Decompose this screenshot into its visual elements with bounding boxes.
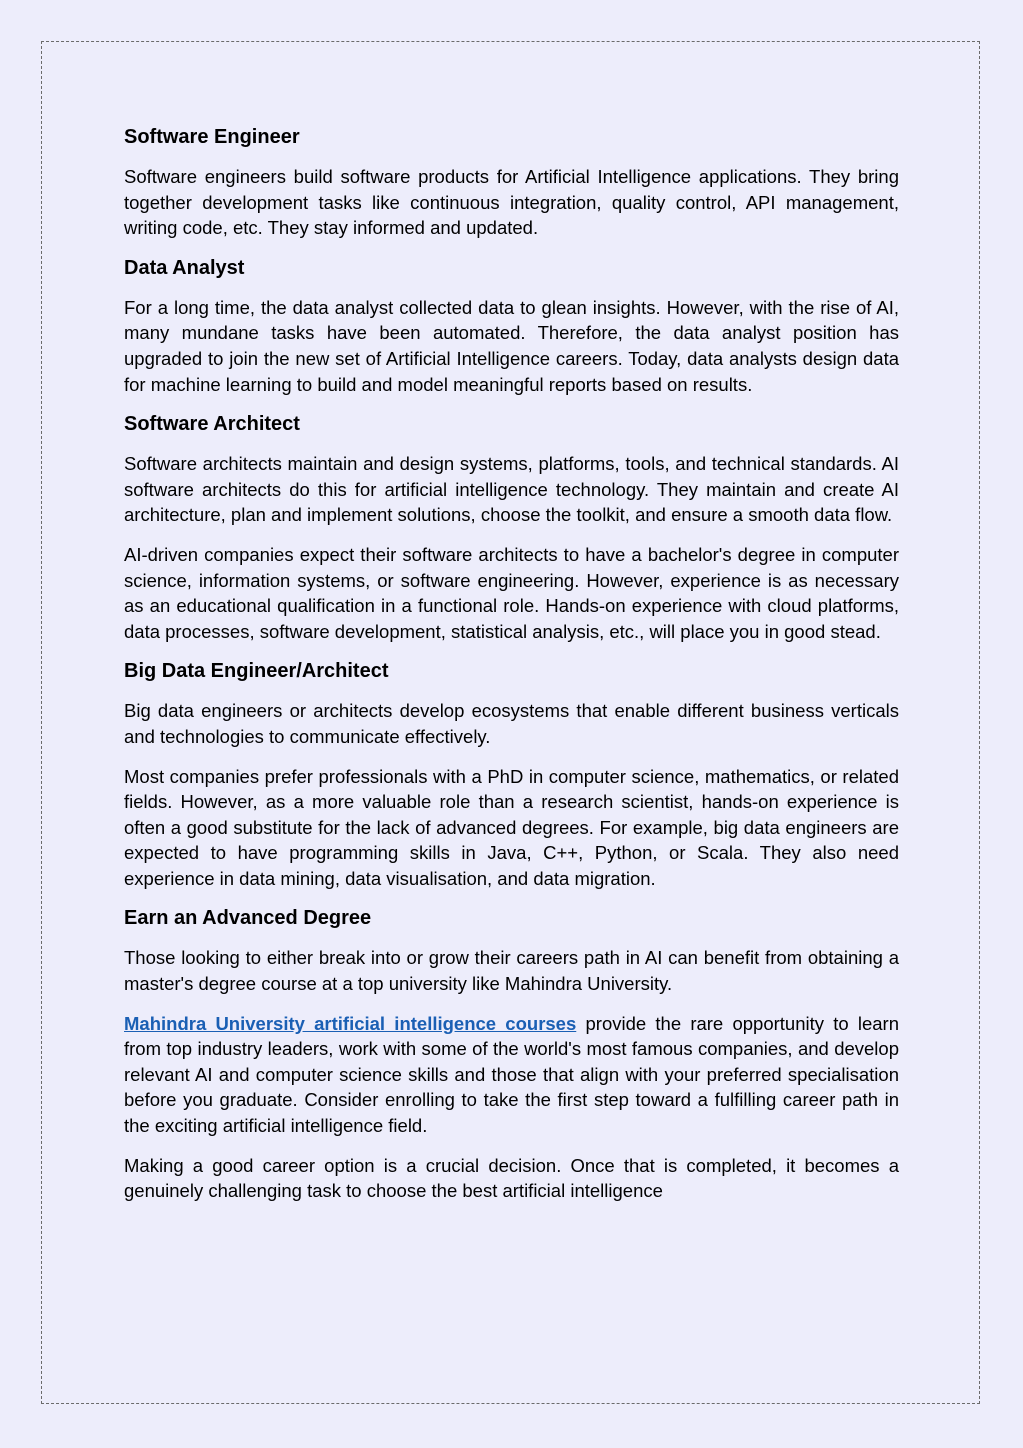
mahindra-courses-link[interactable]: Mahindra University artificial intelligence courses <box>124 1012 577 1034</box>
section-advanced-degree <box>124 905 899 1203</box>
paragraph: For a long time, the data analyst collected data to glean insights. However, with the rise of AI, many mundane tasks have been automated. Therefore, the data analyst position has upgraded to join the new set of Artificial Intelligence careers. Today, data analysts design data for machine learning to build and model meaningful reports based on results. <box>124 296 899 395</box>
section-heading: Software Architect <box>124 413 300 436</box>
paragraph: Most companies prefer professionals with a PhD in computer science, mathematics, or related fields. However, as a more valuable role than a research scientist, hands-on experience is often a good substitute for the lack of advanced degrees. For example, big data engineers are expected to have programming skills in Java, C++, Python, or Scala. They also need experience in data mining, data visualisation, and data migration. <box>124 765 899 889</box>
section-heading: Big Data Engineer/Architect <box>124 660 389 683</box>
closing-paragraph: Making a good career option is a crucial decision. Once that is completed, it becomes a genuinely challenging task to choose the best artificial intelligence <box>124 1154 899 1202</box>
paragraph: Those looking to either break into or grow their careers path in AI can benefit from obtaining a master's degree course at a top university like Mahindra University. <box>124 947 899 995</box>
document-body <box>124 124 899 1218</box>
paragraph: Big data engineers or architects develop ecosystems that enable different business verticals and technologies to communicate effectively. <box>124 700 899 747</box>
section-heading: Software Engineer <box>124 126 300 148</box>
section-big-data-engineer <box>124 658 899 891</box>
section-heading: Data Analyst <box>124 256 245 279</box>
paragraph: Software architects maintain and design systems, platforms, tools, and technical standards. AI software architects do this for artificial intelligence technology. They maintain and create AI architecture, plan and implement solutions, choose the toolkit, and ensure a smooth data flow. <box>124 453 899 526</box>
link-paragraph <box>124 1011 899 1139</box>
section-data-analyst <box>124 255 899 397</box>
section-software-engineer <box>124 124 899 241</box>
paragraph-continuation: provide the rare opportunity to learn from top industry leaders, work with some of the world's most famous companies, and develop relevant AI and computer science skills and those that align with your preferred specialisation before you graduate. Consider enrolling to take the first step toward a fulfilling career path in the exciting artificial intelligence field. <box>124 1012 899 1137</box>
section-heading: Earn an Advanced Degree <box>124 907 372 930</box>
paragraph: AI-driven companies expect their software architects to have a bachelor's degree in computer science, information systems, or software engineering. However, experience is as necessary as an educational qualification in a functional role. Hands-on experience with cloud platforms, data processes, software development, statistical analysis, etc., will place you in good stead. <box>124 543 899 642</box>
section-software-architect <box>124 411 899 644</box>
paragraph: Software engineers build software products for Artificial Intelligence applications. They bring together development tasks like continuous integration, quality control, API management, writing code, etc. They stay informed and updated. <box>124 166 899 239</box>
